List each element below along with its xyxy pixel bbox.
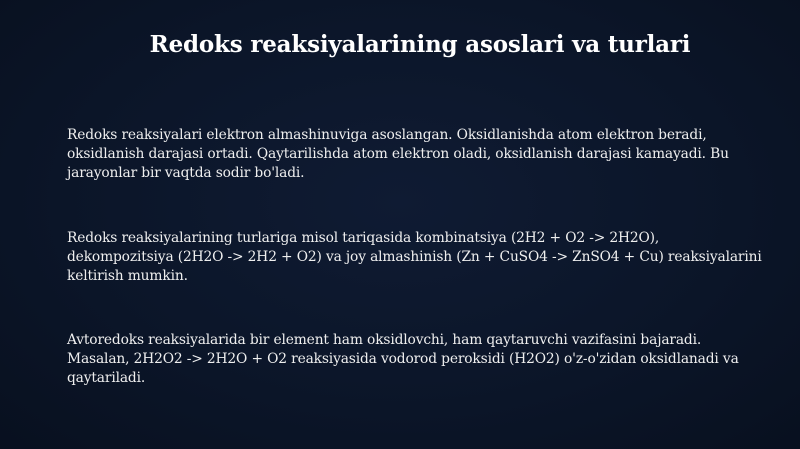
slide-title: Redoks reaksiyalarining asoslari va turlari xyxy=(149,31,691,58)
paragraph-redox-basics: Redoks reaksiyalari elektron almashinuviga asoslangan. Oksidlanishda atom elektron beradi, oksidlanish darajasi ortadi. Qaytarilishda atom elektron oladi, oksidlanish darajasi kamayadi. Bu jarayonlar bir vaqtda sodir bo'ladi. xyxy=(67,127,729,181)
paragraph-redox-types: Redoks reaksiyalarining turlariga misol tariqasida kombinatsiya (2H2 + O2 -> 2H2O), dekompozitsiya (2H2O -> 2H2 + O2) va joy almashinish (Zn + CuSO4 -> ZnSO4 + Cu) reaksiyalarini keltirish mumkin. xyxy=(67,230,762,284)
paragraph-autoredox: Avtoredoks reaksiyalarida bir element ham oksidlovchi, ham qaytaruvchi vazifasini bajaradi. Masalan, 2H2O2 -> 2H2O + O2 reaksiyasida vodorod peroksidi (H2O2) o'z-o'zidan oksidlanadi va qaytariladi. xyxy=(67,332,739,386)
